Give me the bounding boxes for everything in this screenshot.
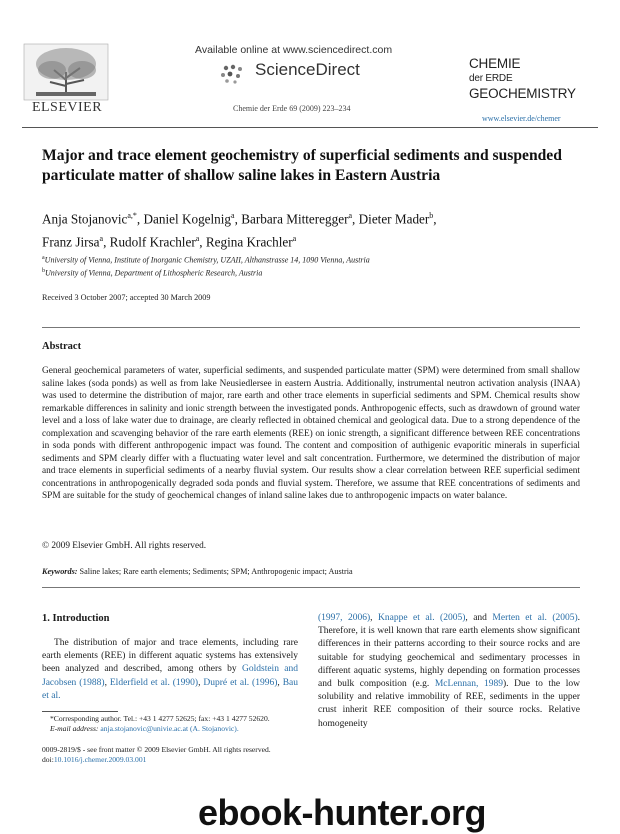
article-title: Major and trace element geochemistry of superficial sediments and suspended particulate matter of shallow saline lakes in Eastern Austria	[42, 147, 562, 184]
abstract-heading: Abstract	[42, 341, 82, 352]
abstract-text: General geochemical parameters of water, superficial sediments, and suspended particulate matter (SPM) were determined from small shallow saline lakes (soda ponds) as well as from lake Neusiedlersee in eastern Austria. Additionally, instrumental neutron activation analysis (INAA) was used to determine the distribution of major, rare earth and other trace elements in superficial sediments and SPM. Chemical results show remarkable differences in salinity and ionic strength between the investigated ponds. Anthropogenic effects, such as drawdown of ground water level and a loss of lake water due to drainage, are clearly reflected in obtained chemical and geological data. Due to a strong dependence of the complexation and scavenging behavior of the rare earth elements (REE) on ionic strength, a significant difference between REE concentrations in soda ponds with different anthropogenic impact was found. The content and composition of authigenic evaporitic minerals in superficial sediments and SPM clearly differ with a fluctuating water level and salt concentration. Furthermore, we determined the distribution of major and trace elements in superficial sediments of a nearby fluvial system. Our results show a clear correlation between REE superficial sediment concentrations in anthropogenically degraded soda ponds and fluvial system. Therefore, we assume that REE concentrations of sediments and SPM are suitable for the study of geochemical changes of inland saline lakes due to anthropogenic impacts on water balance.	[42, 366, 580, 501]
issn-line: 0009-2819/$ - see front matter © 2009 Elsevier GmbH. All rights reserved.	[42, 745, 271, 754]
header-divider	[22, 127, 598, 128]
email-link[interactable]: anja.stojanovic@univie.ac.at (A. Stojanovic).	[100, 724, 239, 733]
ref-mclennan[interactable]: McLennan, 1989	[434, 679, 503, 690]
keywords-list: Saline lakes; Rare earth elements; Sediments; SPM; Anthropogenic impact; Austria	[79, 567, 353, 576]
sciencedirect-logo[interactable]: ScienceDirect	[255, 60, 360, 79]
keywords	[42, 567, 580, 576]
affiliation-b: University of Vienna, Department of Lithospheric Research, Austria	[45, 268, 263, 278]
journal-reference: Chemie der Erde 69 (2009) 223–234	[233, 104, 351, 113]
ref-elderfield[interactable]: Elderfield et al. (1990)	[109, 677, 199, 688]
keywords-label: Keywords:	[42, 567, 78, 576]
abstract-divider-bottom	[42, 587, 580, 588]
section-heading-introduction: 1. Introduction	[42, 613, 110, 624]
publisher-name: ELSEVIER	[31, 100, 103, 115]
affiliations: $^a$University of Vienna, Institute of Inorganic Chemistry, UZAII, Althanstrasse 14, 1090 Vienna, Austria $^b$University of Vienna, Department of Lithospheric Research, Austria	[42, 255, 370, 278]
author-3: Barbara Mitteregger	[241, 211, 349, 227]
ref-goldstein[interactable]: Goldstein and Jacobsen (1988)	[42, 664, 298, 688]
journal-title	[469, 56, 589, 101]
available-online[interactable]: Available online at www.sciencedirect.com	[195, 44, 393, 56]
ref-bau-years[interactable]: (1997, 2006)	[318, 613, 371, 623]
author-1: Anja Stojanovic	[42, 211, 128, 227]
sciencedirect-dots-icon	[218, 62, 252, 86]
ref-knappe[interactable]: Knappe et al. (2005)	[378, 613, 466, 623]
author-list: Anja Stojanovic$^{a,*}$, Daniel Kogelnig$^a$, Barbara Mitteregger$^a$, Dieter Mader$^b$, Franz Jirsa$^a$, Rudolf Krachler$^a$, Regina Krachler$^a$	[42, 211, 437, 250]
ref-merten[interactable]: Merten et al. (2005)	[492, 613, 578, 623]
intro-left-column: The distribution of major and trace elements, including rare earth elements (REE) in different aquatic systems has extensively been analyzed and described, among others by Goldstein and Jacobsen (1988), Elderfield et al. (1990), Dupré et al. (1996), Bau et al.	[42, 638, 298, 701]
copyright-line: © 2009 Elsevier GmbH. All rights reserved.	[42, 541, 207, 551]
received-dates: Received 3 October 2007; accepted 30 March 2009	[42, 293, 211, 302]
affiliation-a: University of Vienna, Institute of Inorganic Chemistry, UZAII, Althanstrasse 14, 1090 Vienna, Austria	[44, 255, 370, 265]
author-6: Rudolf Krachler	[109, 234, 196, 250]
ref-dupre[interactable]: Dupré et al. (1996)	[203, 677, 278, 688]
footnote-divider	[42, 711, 118, 712]
journal-url-link[interactable]: www.elsevier.de/chemer	[482, 114, 561, 123]
watermark: ebook-hunter.org	[198, 792, 486, 833]
intro-right-column: (1997, 2006), Knappe et al. (2005), and Merten et al. (2005). Therefore, it is well known that rare earth elements show significant differences in their patterns according to their source rocks and are suitable for studying geochemical and sedimentary processes in different aquatic systems, highly depending on formation processes and bulk composition (e.g. McLennan, 1989). Due to the low solubility and relative immobility of REE, sediments in the upper crust inherit REE composition of their source rocks. Relative homogeneity	[318, 613, 581, 729]
journal-title-line1: CHEMIE	[469, 56, 521, 71]
journal-title-line2: der ERDE	[469, 73, 513, 84]
abstract-divider-top	[42, 327, 580, 328]
journal-title-line3: GEOCHEMISTRY	[469, 86, 576, 101]
author-5: Franz Jirsa	[42, 234, 100, 250]
author-4: Dieter Mader	[358, 211, 430, 227]
doi-link[interactable]: 10.1016/j.chemer.2009.03.001	[53, 755, 147, 764]
author-7: Regina Krachler	[205, 234, 293, 250]
ref-bau[interactable]: Bau et al.	[42, 677, 298, 701]
issn-doi: 0009-2819/$ - see front matter © 2009 Elsevier GmbH. All rights reserved. doi:10.1016/j.chemer.2009.03.001	[42, 745, 342, 765]
author-2: Daniel Kogelnig	[143, 211, 232, 227]
corresponding-author-footnote: *Corresponding author. Tel.: +43 1 4277 52625; fax: +43 1 4277 52620. E-mail address: anja.stojanovic@univie.ac.at (A. Stojanovic).	[50, 714, 270, 733]
